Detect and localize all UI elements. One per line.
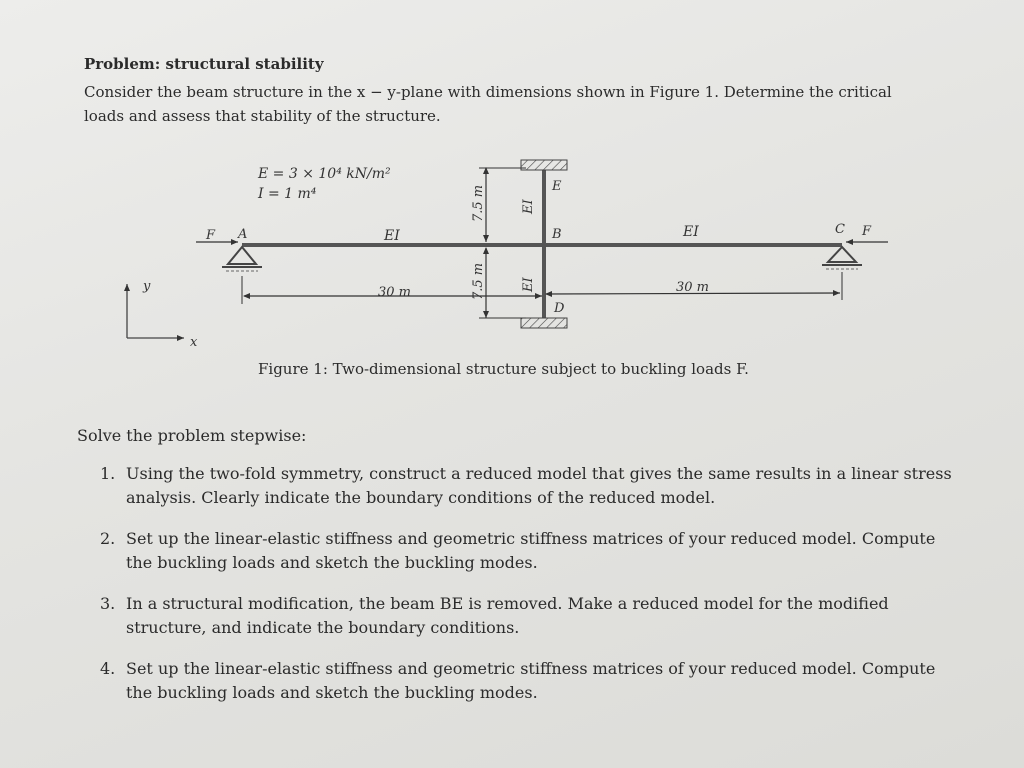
step-number: 2.: [100, 529, 116, 548]
column-label-upper-ei: EI: [521, 199, 536, 214]
dim-label-right-span: 30 m: [676, 280, 710, 295]
problem-description: Consider the beam structure in the x − y-plane with dimensions shown in Figure 1. Determine the critical loads and assess that stability of the structure.: [84, 83, 892, 125]
beam-label-right-ei: EI: [683, 224, 699, 240]
fixed-support-d: [521, 318, 567, 328]
step-item: [100, 462, 960, 510]
column-label-lower-ei: EI: [521, 277, 536, 292]
step-number: 1.: [100, 464, 116, 483]
node-label-b: B: [552, 227, 562, 242]
dim-label-upper-height: 7.5 m: [471, 184, 486, 222]
node-label-d: D: [554, 301, 565, 316]
step-text: Set up the linear-elastic stiffness and geometric stiffness matrices of your reduced model. Compute the buckling loads and sketch the buckling modes.: [126, 659, 936, 702]
dim-label-lower-height: 7.5 m: [471, 262, 486, 300]
inertia-label: I = 1 m⁴: [258, 186, 317, 202]
modulus-label: E = 3 × 10⁴ kN/m²: [258, 166, 391, 182]
step-item: [100, 657, 960, 705]
step-item: [100, 527, 960, 575]
steps-list: [100, 462, 960, 722]
step-item: [100, 592, 960, 640]
pin-support-a: [222, 247, 262, 271]
beam-label-left-ei: EI: [384, 228, 400, 244]
dim-label-left-span: 30 m: [378, 285, 412, 300]
step-text: Set up the linear-elastic stiffness and geometric stiffness matrices of your reduced model. Compute the buckling loads and sketch the buckling modes.: [126, 529, 936, 572]
axis-label-y: y: [143, 279, 151, 294]
step-text: In a structural modification, the beam BE is removed. Make a reduced model for the modified structure, and indicate the boundary conditions.: [126, 594, 889, 637]
step-number: 4.: [100, 659, 116, 678]
load-label-left: F: [206, 228, 216, 243]
coordinate-axes: [127, 284, 184, 338]
node-label-e: E: [552, 179, 562, 194]
node-label-a: A: [238, 227, 248, 242]
figure-caption: Figure 1: Two-dimensional structure subject to buckling loads F.: [258, 360, 749, 378]
solve-intro: Solve the problem stepwise:: [77, 426, 307, 445]
node-label-c: C: [835, 222, 845, 237]
problem-title: Problem: structural stability: [84, 55, 324, 73]
fixed-support-e: [521, 160, 567, 170]
axis-label-x: x: [190, 335, 198, 350]
step-number: 3.: [100, 594, 116, 613]
pin-support-c: [822, 247, 862, 269]
load-label-right: F: [862, 224, 872, 239]
step-text: Using the two-fold symmetry, construct a reduced model that gives the same results in a linear stress analysis. Clearly indicate the boundary conditions of the reduced model.: [126, 464, 952, 507]
